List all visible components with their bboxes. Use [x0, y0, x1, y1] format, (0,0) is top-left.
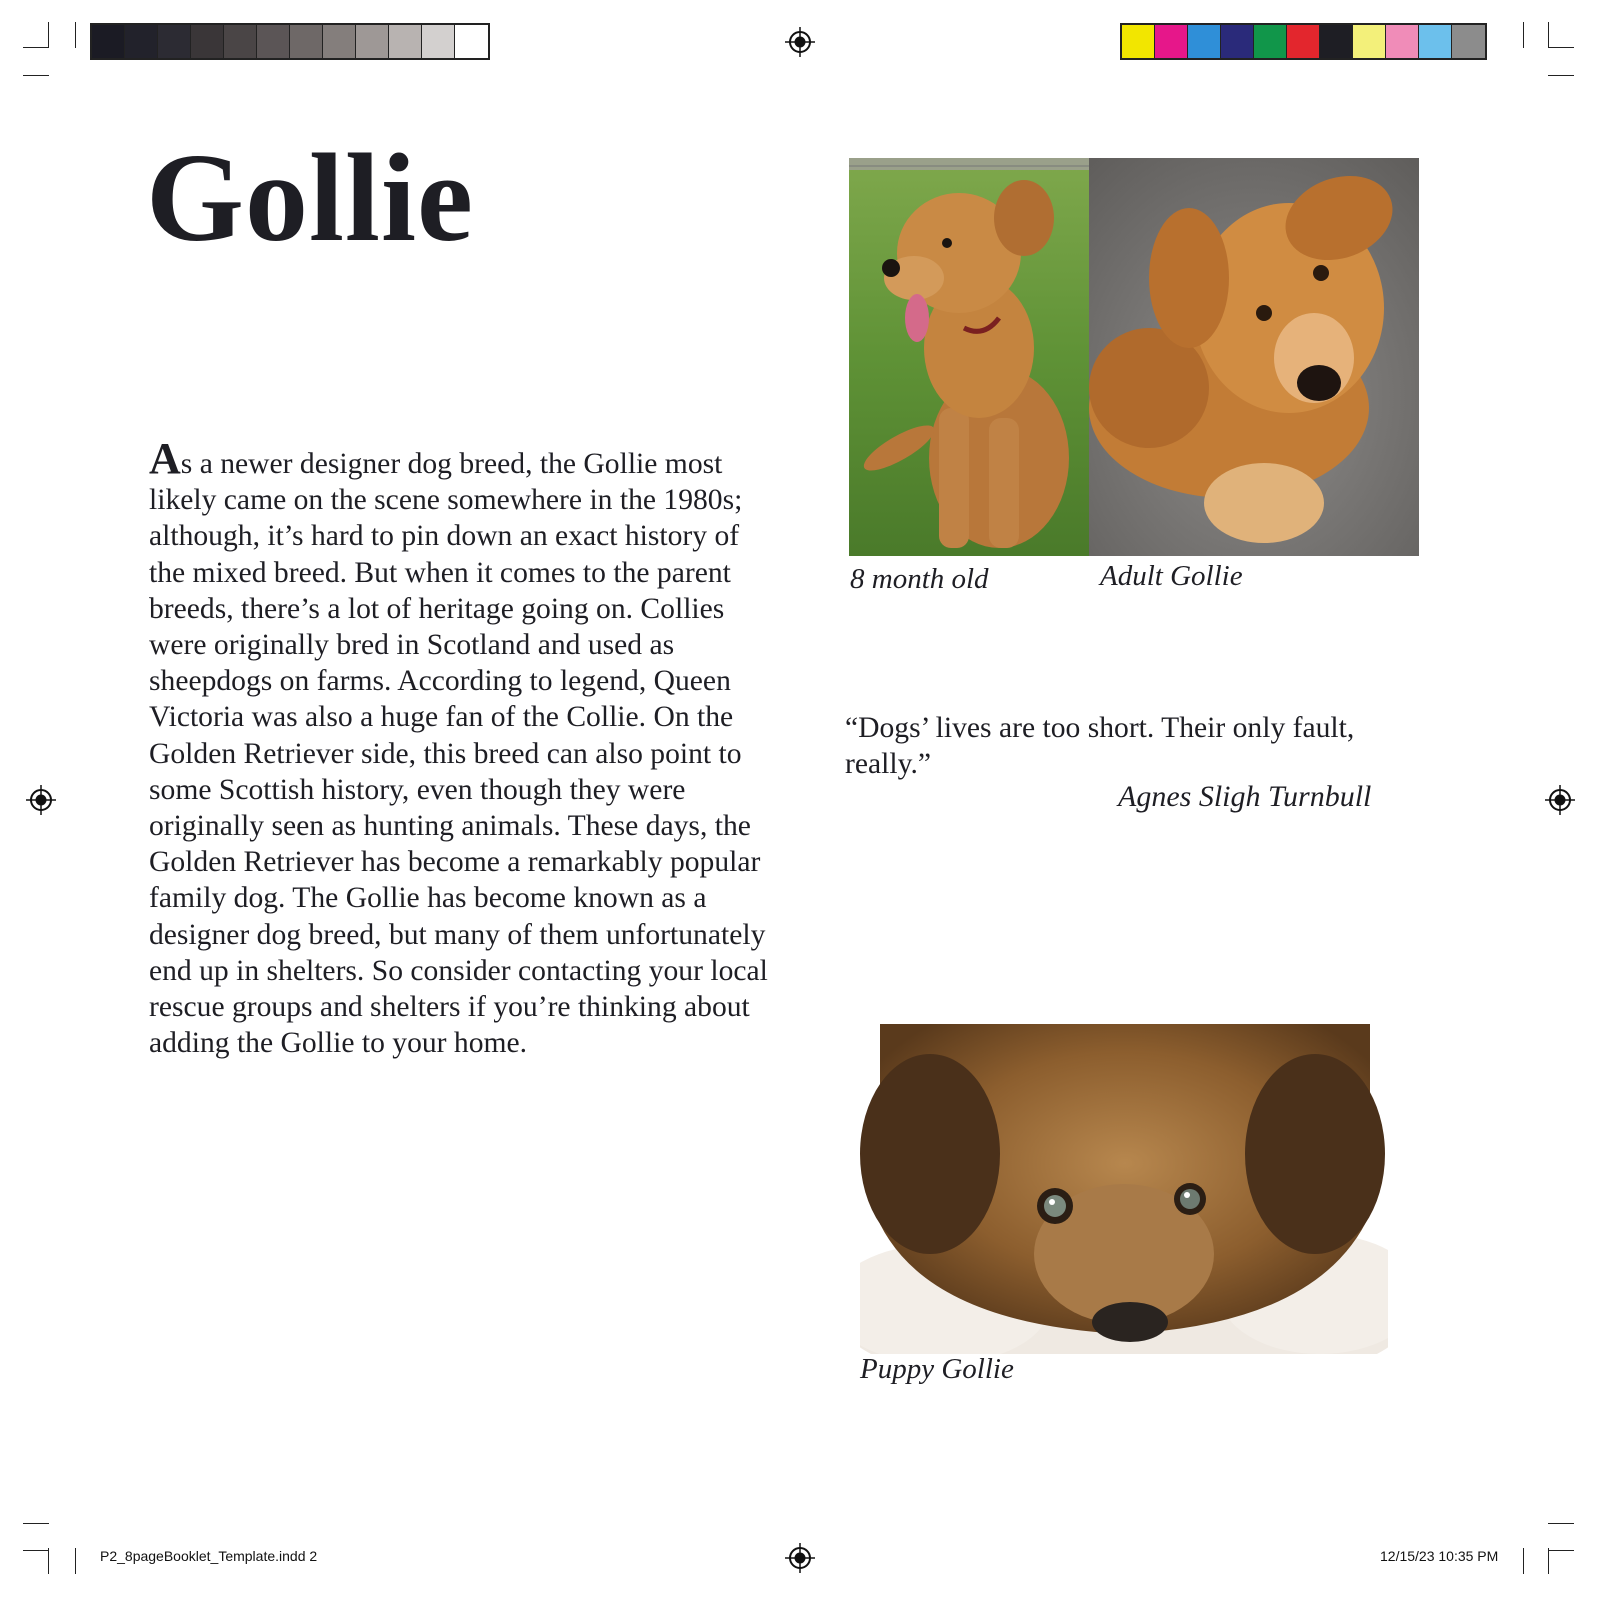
- caption-puppy-gollie: Puppy Gollie: [860, 1353, 1014, 1385]
- photo-puppy-dog: [860, 1024, 1388, 1354]
- crop-mark: [1548, 47, 1574, 48]
- crop-mark: [48, 22, 49, 48]
- young-dog-image: [849, 158, 1089, 556]
- calibration-swatch: [1254, 25, 1287, 58]
- crop-mark: [75, 22, 76, 48]
- crop-mark: [48, 1548, 49, 1574]
- crop-mark: [23, 75, 49, 76]
- registration-mark-icon: [1545, 785, 1575, 815]
- photo-adult-dog: [1089, 158, 1419, 556]
- calibration-swatch: [125, 25, 158, 58]
- color-calibration-bar: [1120, 23, 1487, 60]
- calibration-swatch: [1188, 25, 1221, 58]
- adult-dog-image: [1089, 158, 1419, 556]
- calibration-swatch: [422, 25, 455, 58]
- calibration-swatch: [1287, 25, 1320, 58]
- body-paragraph-text: s a newer designer dog breed, the Gollie most likely came on the scene somewhere in the 1980s; although, it’s hard to pin down an exact history of the mixed breed. But when it comes to the parent breeds, there’s a lot of heritage going on. Collies were originally bred in Scotland and used as sheepdogs on farms. According to legend, Queen Victoria was also a huge fan of the Collie. On the Golden Retriever side, this breed can also point to some Scottish history, even though they were originally seen as hunting animals. These days, the Golden Retriever has become a remarkably popular family dog. The Gollie has become known as a designer dog breed, but many of them unfortunately end up in shelters. So consider contacting your local rescue groups and shelters if you’re thinking about adding the Gollie to your home.: [149, 448, 768, 1060]
- calibration-swatch: [455, 25, 488, 58]
- dog-quote: “Dogs’ lives are too short. Their only fault, really.”: [845, 712, 1355, 780]
- crop-mark: [1523, 22, 1524, 48]
- calibration-swatch: [323, 25, 356, 58]
- crop-mark: [1548, 1550, 1574, 1551]
- crop-mark: [23, 47, 49, 48]
- calibration-swatch: [1353, 25, 1386, 58]
- calibration-swatch: [1386, 25, 1419, 58]
- calibration-swatch: [1452, 25, 1485, 58]
- caption-adult-gollie: Adult Gollie: [1100, 560, 1243, 592]
- crop-mark: [23, 1550, 49, 1551]
- calibration-swatch: [224, 25, 257, 58]
- calibration-swatch: [158, 25, 191, 58]
- body-paragraph: [149, 434, 775, 1061]
- registration-mark-icon: [785, 27, 815, 57]
- calibration-swatch: [1419, 25, 1452, 58]
- crop-mark: [1548, 1548, 1549, 1574]
- caption-8-month-old: 8 month old: [850, 563, 989, 595]
- calibration-swatch: [92, 25, 125, 58]
- slug-filename: P2_8pageBooklet_Template.indd 2: [100, 1548, 318, 1564]
- page-title: Gollie: [146, 129, 474, 268]
- calibration-swatch: [1221, 25, 1254, 58]
- calibration-swatch: [290, 25, 323, 58]
- calibration-swatch: [1155, 25, 1188, 58]
- calibration-swatch: [1122, 25, 1155, 58]
- drop-cap: A: [149, 434, 181, 483]
- calibration-swatch: [1320, 25, 1353, 58]
- calibration-swatch: [389, 25, 422, 58]
- calibration-swatch: [356, 25, 389, 58]
- quote-author: Agnes Sligh Turnbull: [1118, 780, 1372, 813]
- registration-mark-icon: [785, 1543, 815, 1573]
- crop-mark: [1548, 1523, 1574, 1524]
- crop-mark: [1548, 22, 1549, 48]
- crop-mark: [1548, 75, 1574, 76]
- crop-mark: [1523, 1548, 1524, 1574]
- crop-mark: [23, 1523, 49, 1524]
- calibration-swatch: [191, 25, 224, 58]
- registration-mark-icon: [26, 785, 56, 815]
- grayscale-calibration-bar: [90, 23, 490, 60]
- slug-timestamp: 12/15/23 10:35 PM: [1380, 1548, 1499, 1564]
- puppy-image: [860, 1024, 1388, 1354]
- photo-8-month-old-dog: [849, 158, 1089, 556]
- crop-mark: [75, 1548, 76, 1574]
- calibration-swatch: [257, 25, 290, 58]
